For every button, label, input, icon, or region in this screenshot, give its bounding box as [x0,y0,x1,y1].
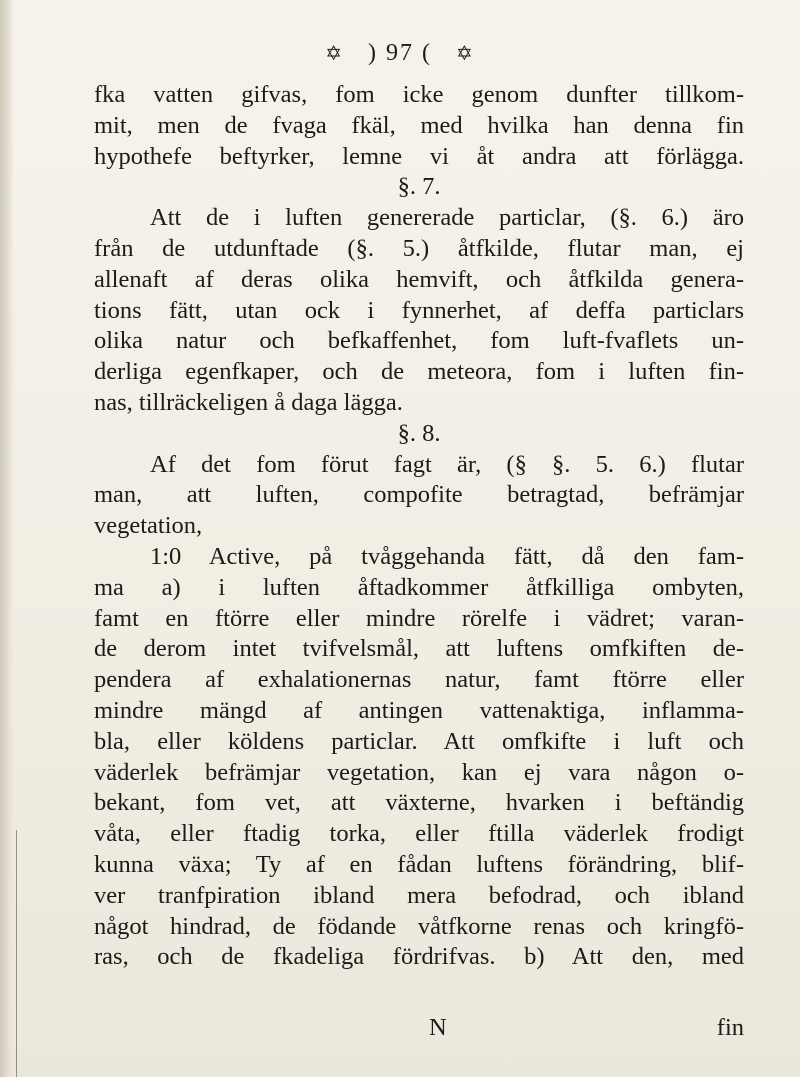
signature-mark: N [429,1014,447,1041]
section-heading: §. 7. [397,173,441,201]
text-line: ma a) i luften åftadkommer åtfkilliga ombyten, [94,573,744,601]
page-spine-shadow [0,0,14,1077]
page-edge-mark [16,830,17,1077]
text-line: från de utdunftade (§. 5.) åtfkilde, flutar man, ej [94,234,744,262]
text-line: olika natur och befkaffenhet, fom luft-fvaflets un- [94,327,744,355]
text-line: Att de i luften genererade particlar, (§. 6.) äro [150,204,744,232]
running-header [0,40,800,67]
text-line: kunna växa; Ty af en fådan luftens förändring, blif- [94,850,744,878]
page-number: ) 97 ( [368,40,432,66]
text-line: 1:0 Active, på tvåggehanda fätt, då den fam- [150,542,744,570]
text-line: mit, men de fvaga fkäl, med hvilka han denna fin [94,111,744,139]
catchword: fin [716,1014,744,1041]
body-text [94,80,744,973]
section-heading: §. 8. [397,419,441,447]
text-line: nas, tillräckeligen å daga lägga. [94,388,403,416]
text-line: Af det fom förut fagt är, (§ §. 5. 6.) flutar [150,450,744,478]
text-line: fka vatten gifvas, fom icke genom dunfter tillkom- [94,81,744,108]
text-line: ras, och de fkadeliga fördrifvas. b) Att den, med [94,943,744,971]
text-line: något hindrad, de födande våtfkorne renas och kringfö- [94,912,744,940]
star-ornament-icon: ✡ [325,43,344,65]
text-line: hypothefe beftyrker, lemne vi åt andra att förlägga. [94,142,744,170]
text-line: bekant, fom vet, att växterne, hvarken i beftändig [94,789,744,817]
text-line: de derom intet tvifvelsmål, att luftens omfkiften de- [94,635,744,663]
text-line: tions fätt, utan ock i fynnerhet, af deffa particlars [94,296,744,324]
text-line: famt en ftörre eller mindre rörelfe i vädret; varan- [94,604,744,632]
text-line: allenaft af deras olika hemvift, och åtfkilda genera- [94,265,744,293]
text-line: man, att luften, compofite betragtad, befrämjar [94,481,744,509]
text-line: väderlek befrämjar vegetation, kan ej vara någon o- [94,758,744,786]
text-line: bla, eller köldens particlar. Att omfkifte i luft och [94,727,744,755]
star-ornament-icon: ✡ [455,43,475,65]
text-line: derliga egenfkaper, och de meteora, fom i luften fin- [94,358,744,386]
text-line: ver tranfpiration ibland mera befodrad, och ibland [94,881,744,909]
text-line: våta, eller ftadig torka, eller ftilla väderlek frodigt [94,820,744,848]
text-line: vegetation, [94,512,203,540]
text-line: pendera af exhalationernas natur, famt ftörre eller [94,666,744,694]
text-line: mindre mängd af antingen vattenaktiga, inflamma- [94,696,744,724]
